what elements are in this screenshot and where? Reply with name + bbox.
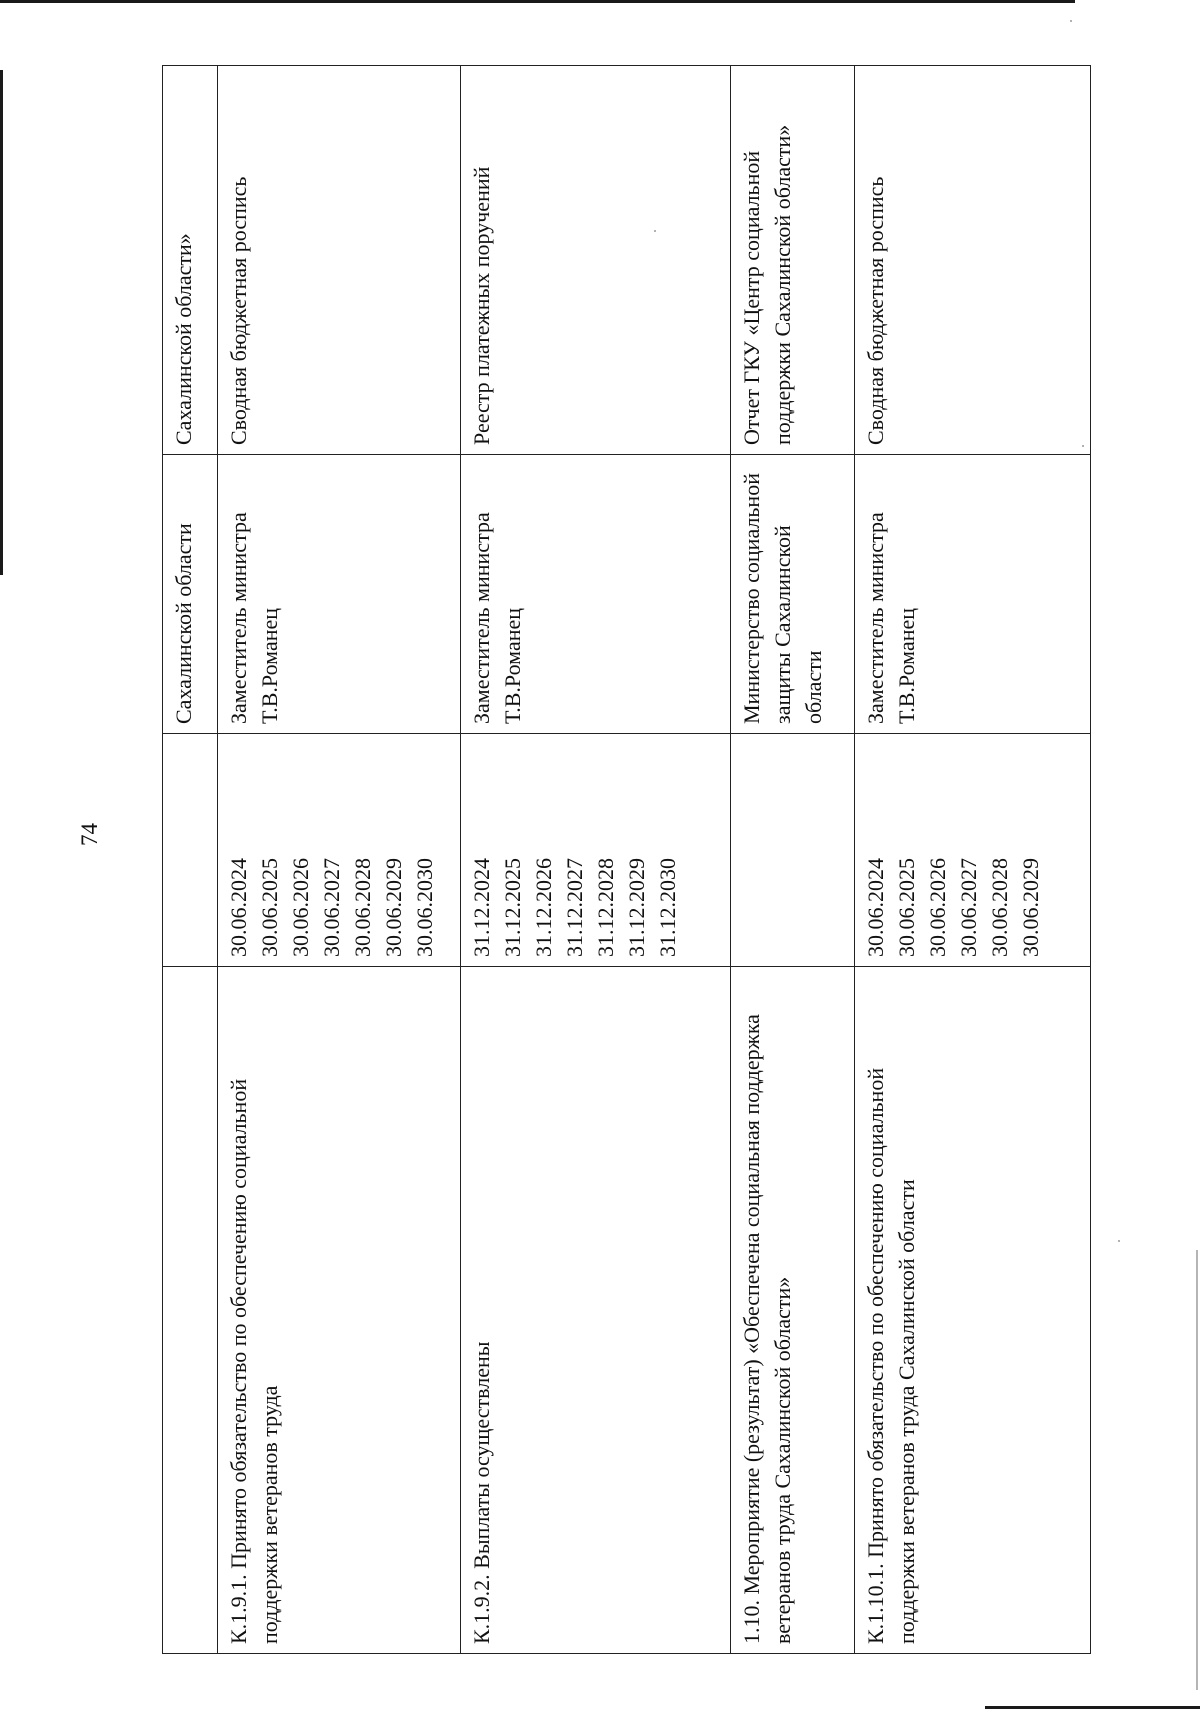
schedule-table [162,65,1091,1654]
date-value: 31.12.2029 [624,858,649,957]
date-value: 30.06.2027 [319,858,344,957]
scan-edge-top [0,0,1075,3]
date-value: 31.12.2030 [655,858,680,957]
cell-name [731,967,855,1654]
table-rotator [162,66,1090,1654]
cell-document [731,66,855,455]
cell-name-text: К.1.9.1. Принято обязательство по обеспечению социальной поддержки ветеранов труда [226,1078,282,1644]
cell-responsible [731,455,855,734]
cell-responsible-text: Министерство социальной защиты Сахалинской области [739,473,826,724]
cell-name [218,967,461,1654]
date-value: 30.06.2026 [288,858,313,957]
date-value: 30.06.2025 [894,858,919,957]
date-value: 30.06.2029 [381,858,406,957]
cell-document [461,66,731,455]
cell-document-text: Сводная бюджетная роспись [863,176,888,445]
cell-document [163,66,218,455]
cell-responsible-text: Заместитель министра Т.В.Романец [469,512,525,724]
table-row [731,66,855,1654]
cell-dates [731,734,855,967]
cell-name-text: К.1.10.1. Принято обязательство по обеспечению социальной поддержки ветеранов труда Сахалинской области [863,1067,919,1644]
cell-document-text: Сахалинской области» [171,233,196,445]
cell-dates [163,734,218,967]
date-value: 30.06.2029 [1018,858,1043,957]
date-value: 30.06.2028 [350,858,375,957]
cell-responsible-text: Сахалинской области [171,523,196,724]
cell-responsible [461,455,731,734]
page-number: 74 [77,823,102,846]
table-row [218,66,461,1654]
date-value: 30.06.2026 [925,858,950,957]
date-value: 30.06.2025 [257,858,282,957]
scan-edge-right [1196,1250,1198,1690]
date-value: 30.06.2027 [956,858,981,957]
table-row [461,66,731,1654]
cell-name [163,967,218,1654]
cell-responsible-text: Заместитель министра Т.В.Романец [226,512,282,724]
table-row [163,66,218,1654]
date-value: 30.06.2030 [412,858,437,957]
cell-dates [218,734,461,967]
date-value: 30.06.2028 [987,858,1012,957]
date-value: 30.06.2024 [863,858,888,957]
scan-edge-left [0,70,3,575]
scan-edge-bottom [985,1706,1200,1709]
cell-name [855,967,1091,1654]
table-row [855,66,1091,1654]
cell-name [461,967,731,1654]
cell-document [855,66,1091,455]
cell-document-text: Реестр платежных поручений [469,166,494,445]
cell-responsible [855,455,1091,734]
table-container [162,66,1090,1654]
cell-name-text: 1.10. Мероприятие (результат) «Обеспечена социальная поддержка ветеранов труда Сахалинской области» [739,1014,795,1644]
date-value: 31.12.2025 [500,858,525,957]
cell-dates [461,734,731,967]
cell-document [218,66,461,455]
scan-speck [1118,1240,1120,1242]
cell-responsible [218,455,461,734]
date-value: 31.12.2024 [469,858,494,957]
cell-dates [855,734,1091,967]
cell-document-text: Сводная бюджетная роспись [226,176,251,445]
date-value: 30.06.2024 [226,858,251,957]
cell-responsible [163,455,218,734]
cell-responsible-text: Заместитель министра Т.В.Романец [863,512,919,724]
date-value: 31.12.2026 [531,858,556,957]
scan-speck [1070,20,1072,22]
date-value: 31.12.2028 [593,858,618,957]
cell-name-text: К.1.9.2. Выплаты осуществлены [469,1341,494,1644]
date-value: 31.12.2027 [562,858,587,957]
cell-document-text: Отчет ГКУ «Центр социальной поддержки Сахалинской области» [739,124,795,445]
